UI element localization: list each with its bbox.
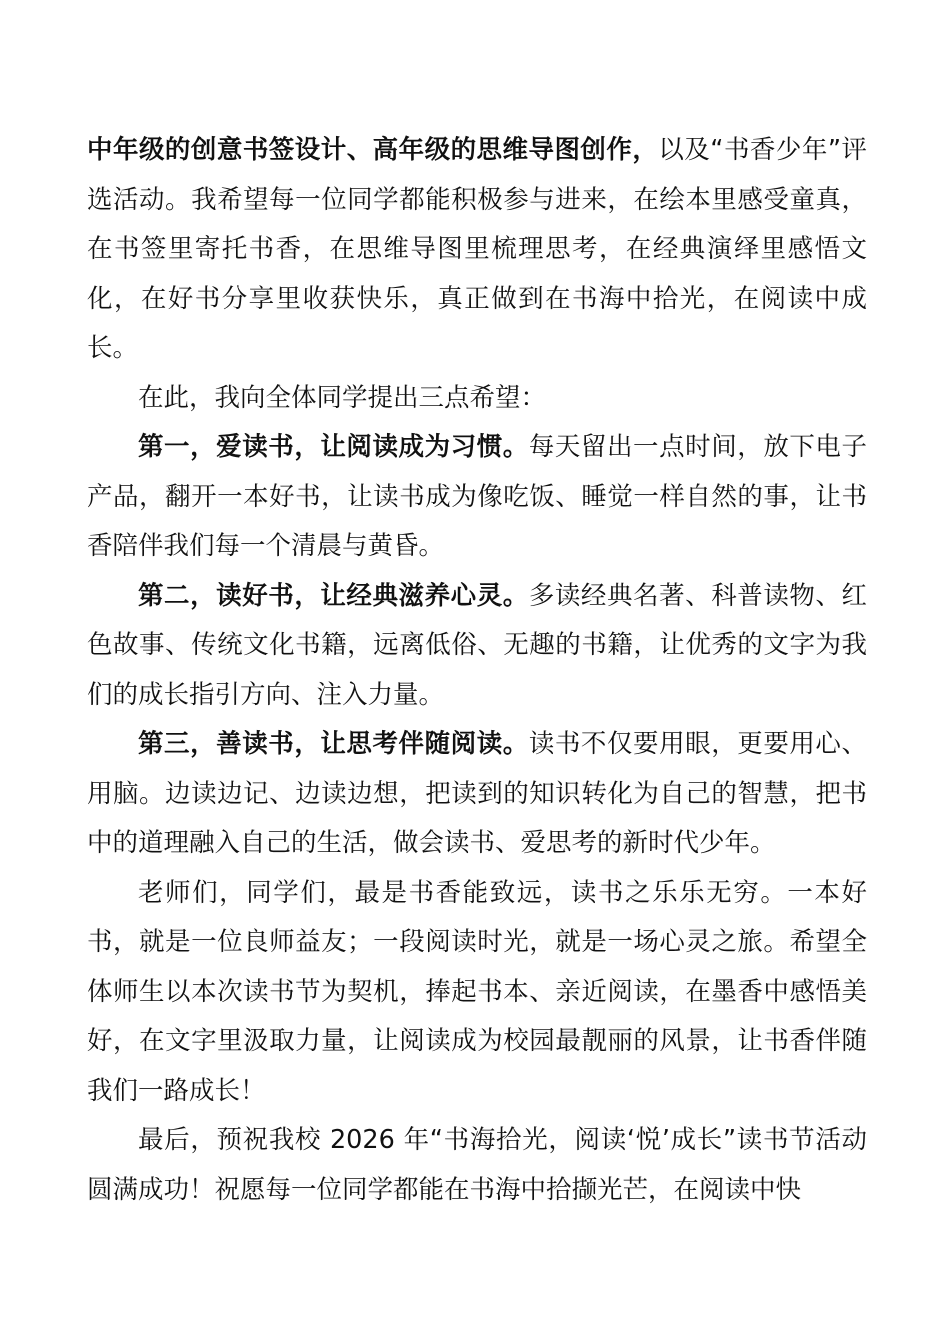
paragraph-text: 读书不仅要用眼，更要用心、用脑。边读边记、边读边想，把读到的知识转化为自己的智慧，把书中的道理融入自己的生活，做会读书、爱思考的新时代少年。 — [87, 729, 867, 858]
paragraph-text: 在此，我向全体同学提出三点希望： — [138, 382, 547, 413]
paragraph-lead-bold: 第一，爱读书，让阅读成为习惯。 — [138, 432, 529, 462]
paragraph-lead-bold: 中年级的创意书签设计、高年级的思维导图创作， — [87, 135, 659, 165]
paragraph-lead-bold: 第二，读好书，让经典滋养心灵。 — [138, 580, 529, 611]
paragraph-text: 以及“书香少年”评选活动。我希望每一位同学都能积极参与进来，在绘本里感受童真，在书签里寄托书香，在思维导图里梳理思考，在经典演绎里感悟文化，在好书分享里收获快乐，真正做到在书海中拾光，在阅读中成长。 — [87, 135, 867, 363]
document-page — [87, 126, 867, 1215]
paragraph-lead-bold: 第三，善读书，让思考伴随阅读。 — [138, 729, 529, 759]
paragraph-text: 最后，预祝我校 2026 年“书海拾光，阅读‘悦’成长”读书节活动圆满成功！祝愿每一位同学都能在书海中拾撷光芒，在阅读中快 — [87, 1125, 867, 1205]
paragraph-hope-first — [87, 423, 867, 572]
paragraph-text: 每天留出一点时间，放下电子产品，翻开一本好书，让读书成为像吃饭、睡觉一样自然的事，让书香陪伴我们每一个清晨与黄昏。 — [87, 432, 867, 561]
paragraph-three-hopes-intro — [87, 374, 867, 424]
paragraph-hope-second — [87, 572, 867, 721]
paragraph-text: 多读经典名著、科普读物、红色故事、传统文化书籍，远离低俗、无趣的书籍，让优秀的文字为我们的成长指引方向、注入力量。 — [87, 580, 867, 710]
paragraph-hope-third — [87, 720, 867, 869]
paragraph-activities — [87, 126, 867, 374]
paragraph-text: 老师们，同学们，最是书香能致远，读书之乐乐无穷。一本好书，就是一位良师益友；一段阅读时光，就是一场心灵之旅。希望全体师生以本次读书节为契机，捧起书本、亲近阅读，在墨香中感悟美好，在文字里汲取力量，让阅读成为校园最靓丽的风景，让书香伴随我们一路成长！ — [87, 877, 867, 1106]
paragraph-teachers-students — [87, 869, 867, 1117]
paragraph-closing — [87, 1116, 867, 1215]
